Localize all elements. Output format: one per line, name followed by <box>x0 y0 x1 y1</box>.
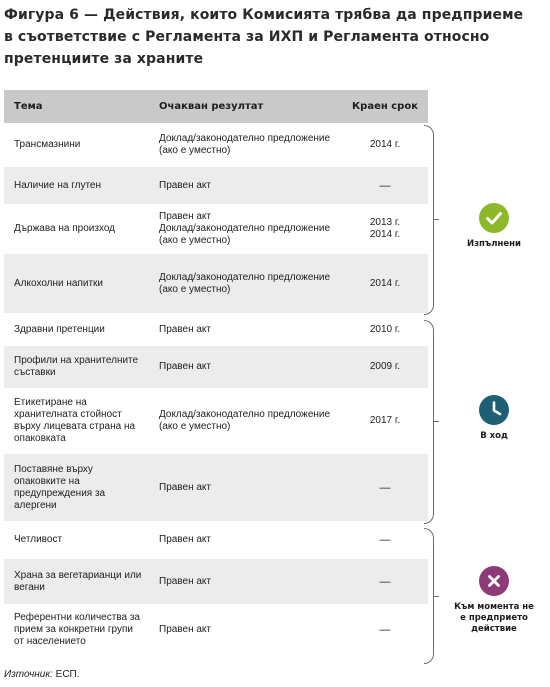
header-expected-result: Очакван резултат <box>159 101 264 112</box>
table-row <box>4 454 428 521</box>
status-in-progress <box>444 395 544 442</box>
row-result: Правен акт Доклад/законодателно предложение (ако е уместно) <box>159 211 331 246</box>
status-no-action <box>444 566 544 635</box>
cross-icon <box>479 566 509 596</box>
row-topic: Храна за вегетарианци или вегани <box>14 569 142 593</box>
row-deadline: 2010 г. <box>369 323 401 335</box>
row-topic: Четливост <box>14 534 63 545</box>
row-result: Правен акт <box>159 624 212 635</box>
source-text: ЕСП. <box>55 669 80 680</box>
table-row <box>4 123 428 167</box>
row-result: Доклад/законодателно предложение (ако е уместно) <box>159 271 331 295</box>
source-note <box>4 669 80 680</box>
row-result: Доклад/законодателно предложение (ако е уместно) <box>159 133 331 156</box>
source-label: Източник: <box>4 669 53 680</box>
bracket-tick-completed <box>433 219 439 220</box>
header-topic: Тема <box>14 101 43 112</box>
row-result: Правен акт <box>159 361 212 372</box>
row-result: Правен акт <box>159 534 212 545</box>
row-topic: Поставяне върху опаковките на предупреждения за алергени <box>14 463 106 511</box>
status-label-completed: Изпълнени <box>466 239 521 249</box>
checkmark-icon <box>479 203 509 233</box>
table-row <box>4 388 428 454</box>
table-row <box>4 167 428 204</box>
table-row <box>4 346 428 388</box>
row-deadline: 2014 г. <box>369 139 401 150</box>
table-row <box>4 604 428 656</box>
row-deadline: — <box>379 481 391 494</box>
table-row <box>4 313 428 346</box>
row-deadline: 2014 г. <box>369 277 401 289</box>
figure-title: Фигура 6 — Действия, които Комисията трябва да предприеме в съответствие с Регламента за ИХП и Регламента относно претенциите за храните <box>4 7 524 67</box>
row-topic: Алкохолни напитки <box>14 277 104 289</box>
table-row <box>4 254 428 313</box>
table-header <box>4 90 428 123</box>
row-deadline: 2017 г. <box>369 415 401 426</box>
bracket-tick-in-progress <box>433 421 439 422</box>
row-topic: Референтни количества за прием за конкретни групи от населението <box>14 612 140 647</box>
table-row <box>4 559 428 604</box>
table-body <box>4 123 428 656</box>
header-deadline: Краен срок <box>352 101 418 112</box>
bracket-tick-no-action <box>433 596 439 597</box>
table-row <box>4 521 428 559</box>
clock-icon <box>479 395 509 425</box>
row-topic: Наличие на глутен <box>14 179 102 191</box>
row-deadline: 2009 г. <box>369 361 401 372</box>
row-deadline: 2013 г. 2014 г. <box>369 217 401 240</box>
row-topic: Здравни претенции <box>14 323 105 335</box>
row-result: Правен акт <box>159 481 212 493</box>
row-deadline: — <box>379 179 391 192</box>
status-label-in-progress: В ход <box>480 431 508 441</box>
row-topic: Етикетиране на хранителната стойност върху лицевата страна на опаковката <box>14 397 136 444</box>
row-topic: Профили на хранителните съставки <box>14 355 139 378</box>
row-deadline: — <box>379 575 391 588</box>
table-row <box>4 204 428 254</box>
actions-table <box>4 90 428 656</box>
row-result: Правен акт <box>159 323 212 335</box>
row-topic: Трансмазнини <box>14 139 81 150</box>
row-result: Правен акт <box>159 179 212 191</box>
row-result: Правен акт <box>159 575 212 587</box>
status-completed <box>444 203 544 250</box>
status-label-no-action: Към момента не е предприето действие <box>454 602 534 634</box>
row-topic: Държава на произход <box>14 223 116 234</box>
bracket-completed <box>424 125 434 315</box>
row-deadline: — <box>379 534 391 546</box>
bracket-in-progress <box>424 320 434 524</box>
row-result: Доклад/законодателно предложение (ако е уместно) <box>159 409 331 432</box>
row-deadline: — <box>379 624 391 636</box>
